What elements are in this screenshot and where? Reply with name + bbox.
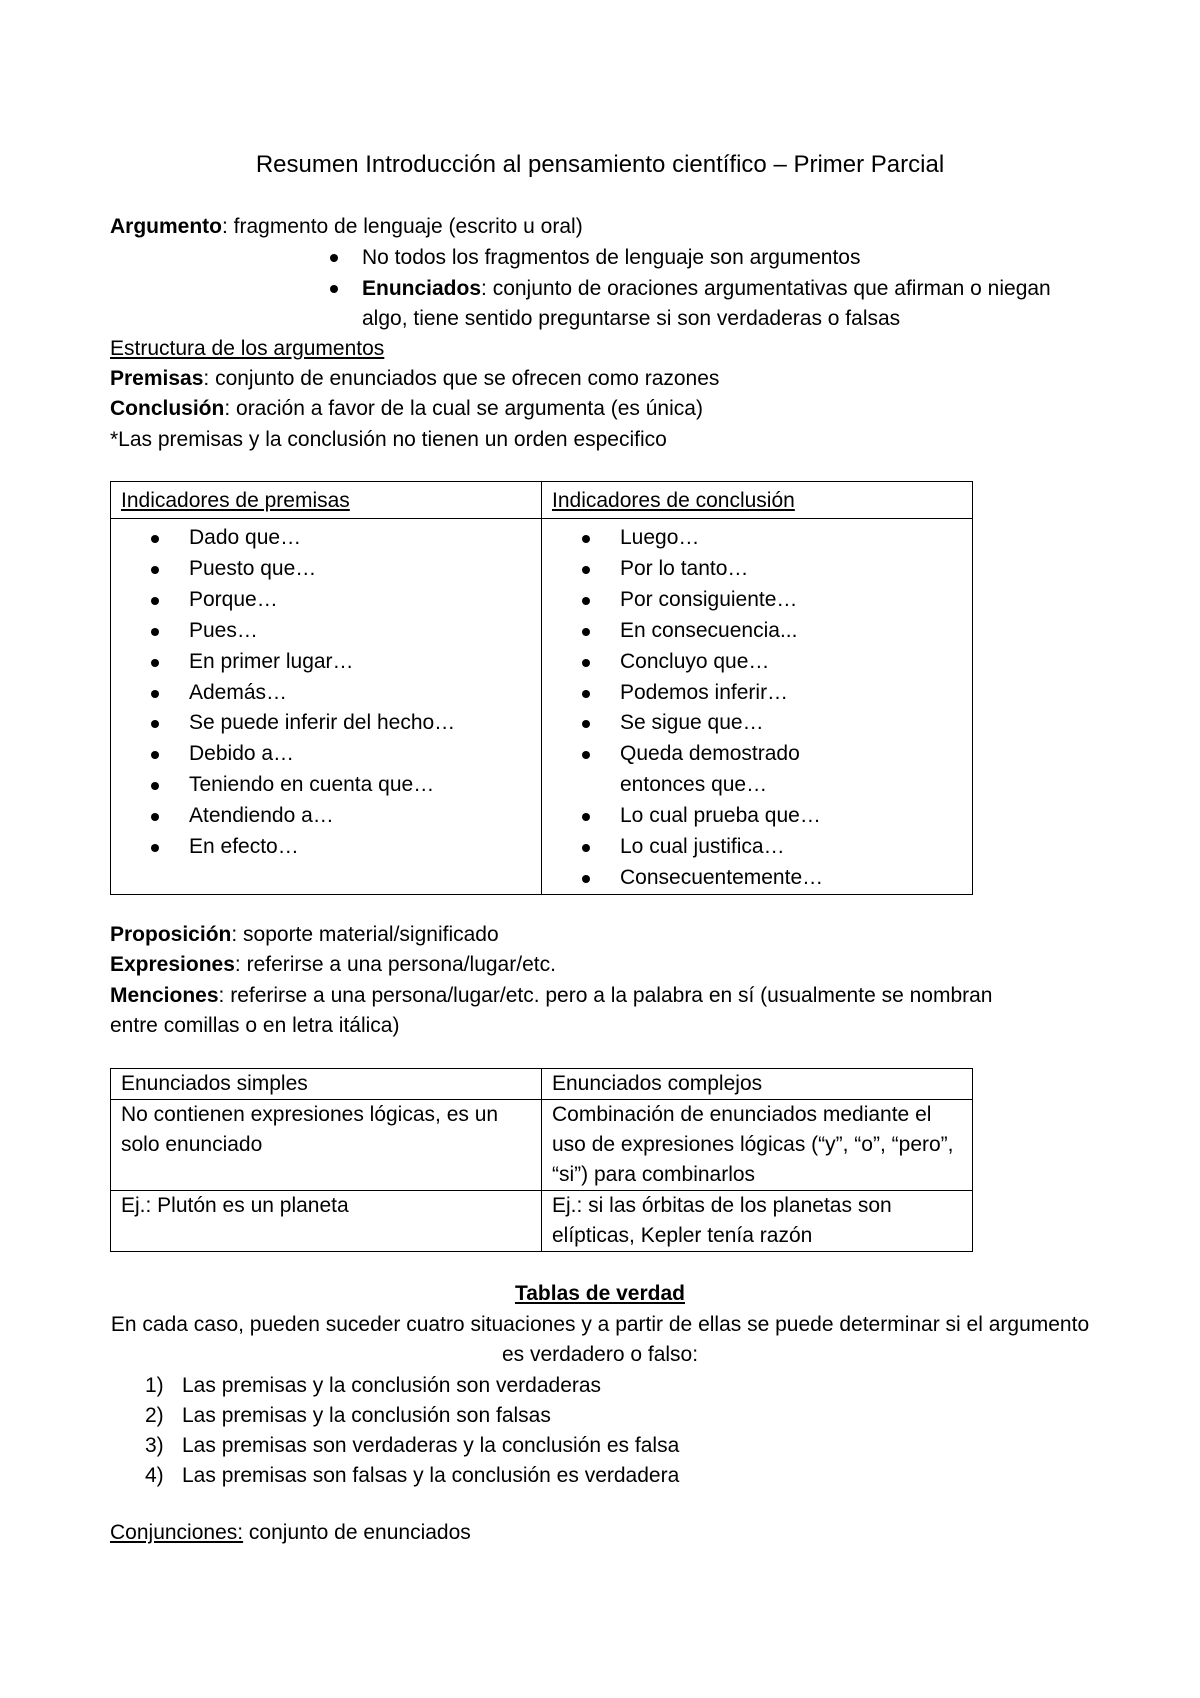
list-item: Porque… [151,585,531,616]
expresiones-term: Expresiones [110,953,235,976]
table-row [111,482,973,519]
situacion-number: 2) [145,1404,164,1427]
list-item: En primer lugar… [151,647,531,678]
menciones-term: Menciones [110,984,219,1007]
proposicion-term: Proposición [110,923,232,946]
menciones-def: : referirse a una persona/lugar/etc. pero a la palabra en sí (usualmente se nombran [218,984,993,1007]
simples-desc: No contienen expresiones lógicas, es un solo enunciado [111,1100,542,1191]
expresiones-definition [110,950,556,980]
situacion-item: Las premisas y la conclusión son falsas [182,1404,551,1427]
list-item: Queda demostrado entonces que… [582,739,860,801]
argumento-term: Argumento [110,215,222,238]
list-item: Lo cual justifica… [582,832,962,863]
list-item: Consecuentemente… [582,863,962,894]
situacion-number: 3) [145,1434,164,1457]
list-item: Luego… [582,523,962,554]
indicadores-conclusion-cell [542,519,973,895]
situacion-number: 4) [145,1464,164,1487]
conclusion-list [542,523,962,894]
table-row [111,519,973,895]
situacion-number: 1) [145,1374,164,1397]
tablas-verdad-heading: Tablas de verdad [514,1282,685,1305]
indicadores-table [110,481,973,895]
list-item: En consecuencia... [582,616,962,647]
list-item: Podemos inferir… [582,678,962,709]
premisas-def: : conjunto de enunciados que se ofrecen como razones [203,367,720,390]
argumento-def: : fragmento de lenguaje (escrito u oral) [222,215,583,238]
bullet-icon [330,285,338,293]
argumento-bullet-2-cont: algo, tiene sentido preguntarse si son verdaderas o falsas [362,307,901,330]
list-item: Se puede inferir del hecho… [151,708,531,739]
simples-ejemplo: Ej.: Plutón es un planeta [111,1191,542,1252]
list-item: Pues… [151,616,531,647]
orden-note: *Las premisas y la conclusión no tienen un orden especifico [110,428,667,451]
page-title: Resumen Introducción al pensamiento científico – Primer Parcial [255,151,945,178]
conclusion-definition [110,394,703,424]
table-row [111,1100,973,1191]
indicadores-premisas-cell [111,519,542,895]
list-item: Puesto que… [151,554,531,585]
conclusion-def: : oración a favor de la cual se argumenta (es única) [224,397,703,420]
enunciados-def: : conjunto de oraciones argumentativas que afirman o niegan [481,277,1051,300]
conjunciones-definition [110,1518,471,1548]
conjunciones-term: Conjunciones: [110,1521,244,1544]
situacion-item: Las premisas son falsas y la conclusión es verdadera [182,1464,680,1487]
premisas-term: Premisas [110,367,204,390]
table-row [111,1191,973,1252]
situacion-item: Las premisas y la conclusión son verdaderas [182,1374,602,1397]
proposicion-def: : soporte material/significado [231,923,499,946]
expresiones-def: : referirse a una persona/lugar/etc. [234,953,556,976]
conjunciones-def: conjunto de enunciados [243,1521,471,1544]
situacion-item: Las premisas son verdaderas y la conclusión es falsa [182,1434,680,1457]
complejos-ejemplo: Ej.: si las órbitas de los planetas son elípticas, Kepler tenía razón [542,1191,973,1252]
argumento-definition [110,212,583,242]
table-row [111,1069,973,1100]
list-item: Concluyo que… [582,647,962,678]
premisas-definition [110,364,719,394]
conclusion-term: Conclusión [110,397,225,420]
list-item: Lo cual prueba que… [582,801,962,832]
list-item: Dado que… [151,523,531,554]
list-item: Además… [151,678,531,709]
tablas-verdad-intro: En cada caso, pueden suceder cuatro situaciones y a partir de ellas se puede determinar si el argumento es verdadero o falso: [110,1313,1090,1366]
list-item: Debido a… [151,739,531,770]
premisas-list [111,523,531,863]
list-item: Se sigue que… [582,708,962,739]
complejos-desc: Combinación de enunciados mediante el uso de expresiones lógicas (“y”, “o”, “pero”, “si”) para combinarlos [542,1100,973,1191]
indicadores-conclusion-header: Indicadores de conclusión [542,482,973,519]
indicadores-premisas-header: Indicadores de premisas [111,482,542,519]
enunciados-table [110,1068,973,1252]
list-item: Por lo tanto… [582,554,962,585]
argumento-bullet-2 [362,274,1051,304]
enunciados-term: Enunciados [362,277,482,300]
argumento-bullet-1: No todos los fragmentos de lenguaje son argumentos [362,246,861,269]
list-item: Teniendo en cuenta que… [151,770,531,801]
list-item: Atendiendo a… [151,801,531,832]
menciones-definition [110,981,992,1011]
proposicion-definition [110,920,499,950]
list-item: En efecto… [151,832,531,863]
estructura-heading: Estructura de los argumentos [110,337,385,360]
complejos-header: Enunciados complejos [542,1069,973,1100]
simples-header: Enunciados simples [111,1069,542,1100]
list-item: Por consiguiente… [582,585,962,616]
bullet-icon [330,254,338,262]
menciones-cont: entre comillas o en letra itálica) [110,1014,400,1037]
